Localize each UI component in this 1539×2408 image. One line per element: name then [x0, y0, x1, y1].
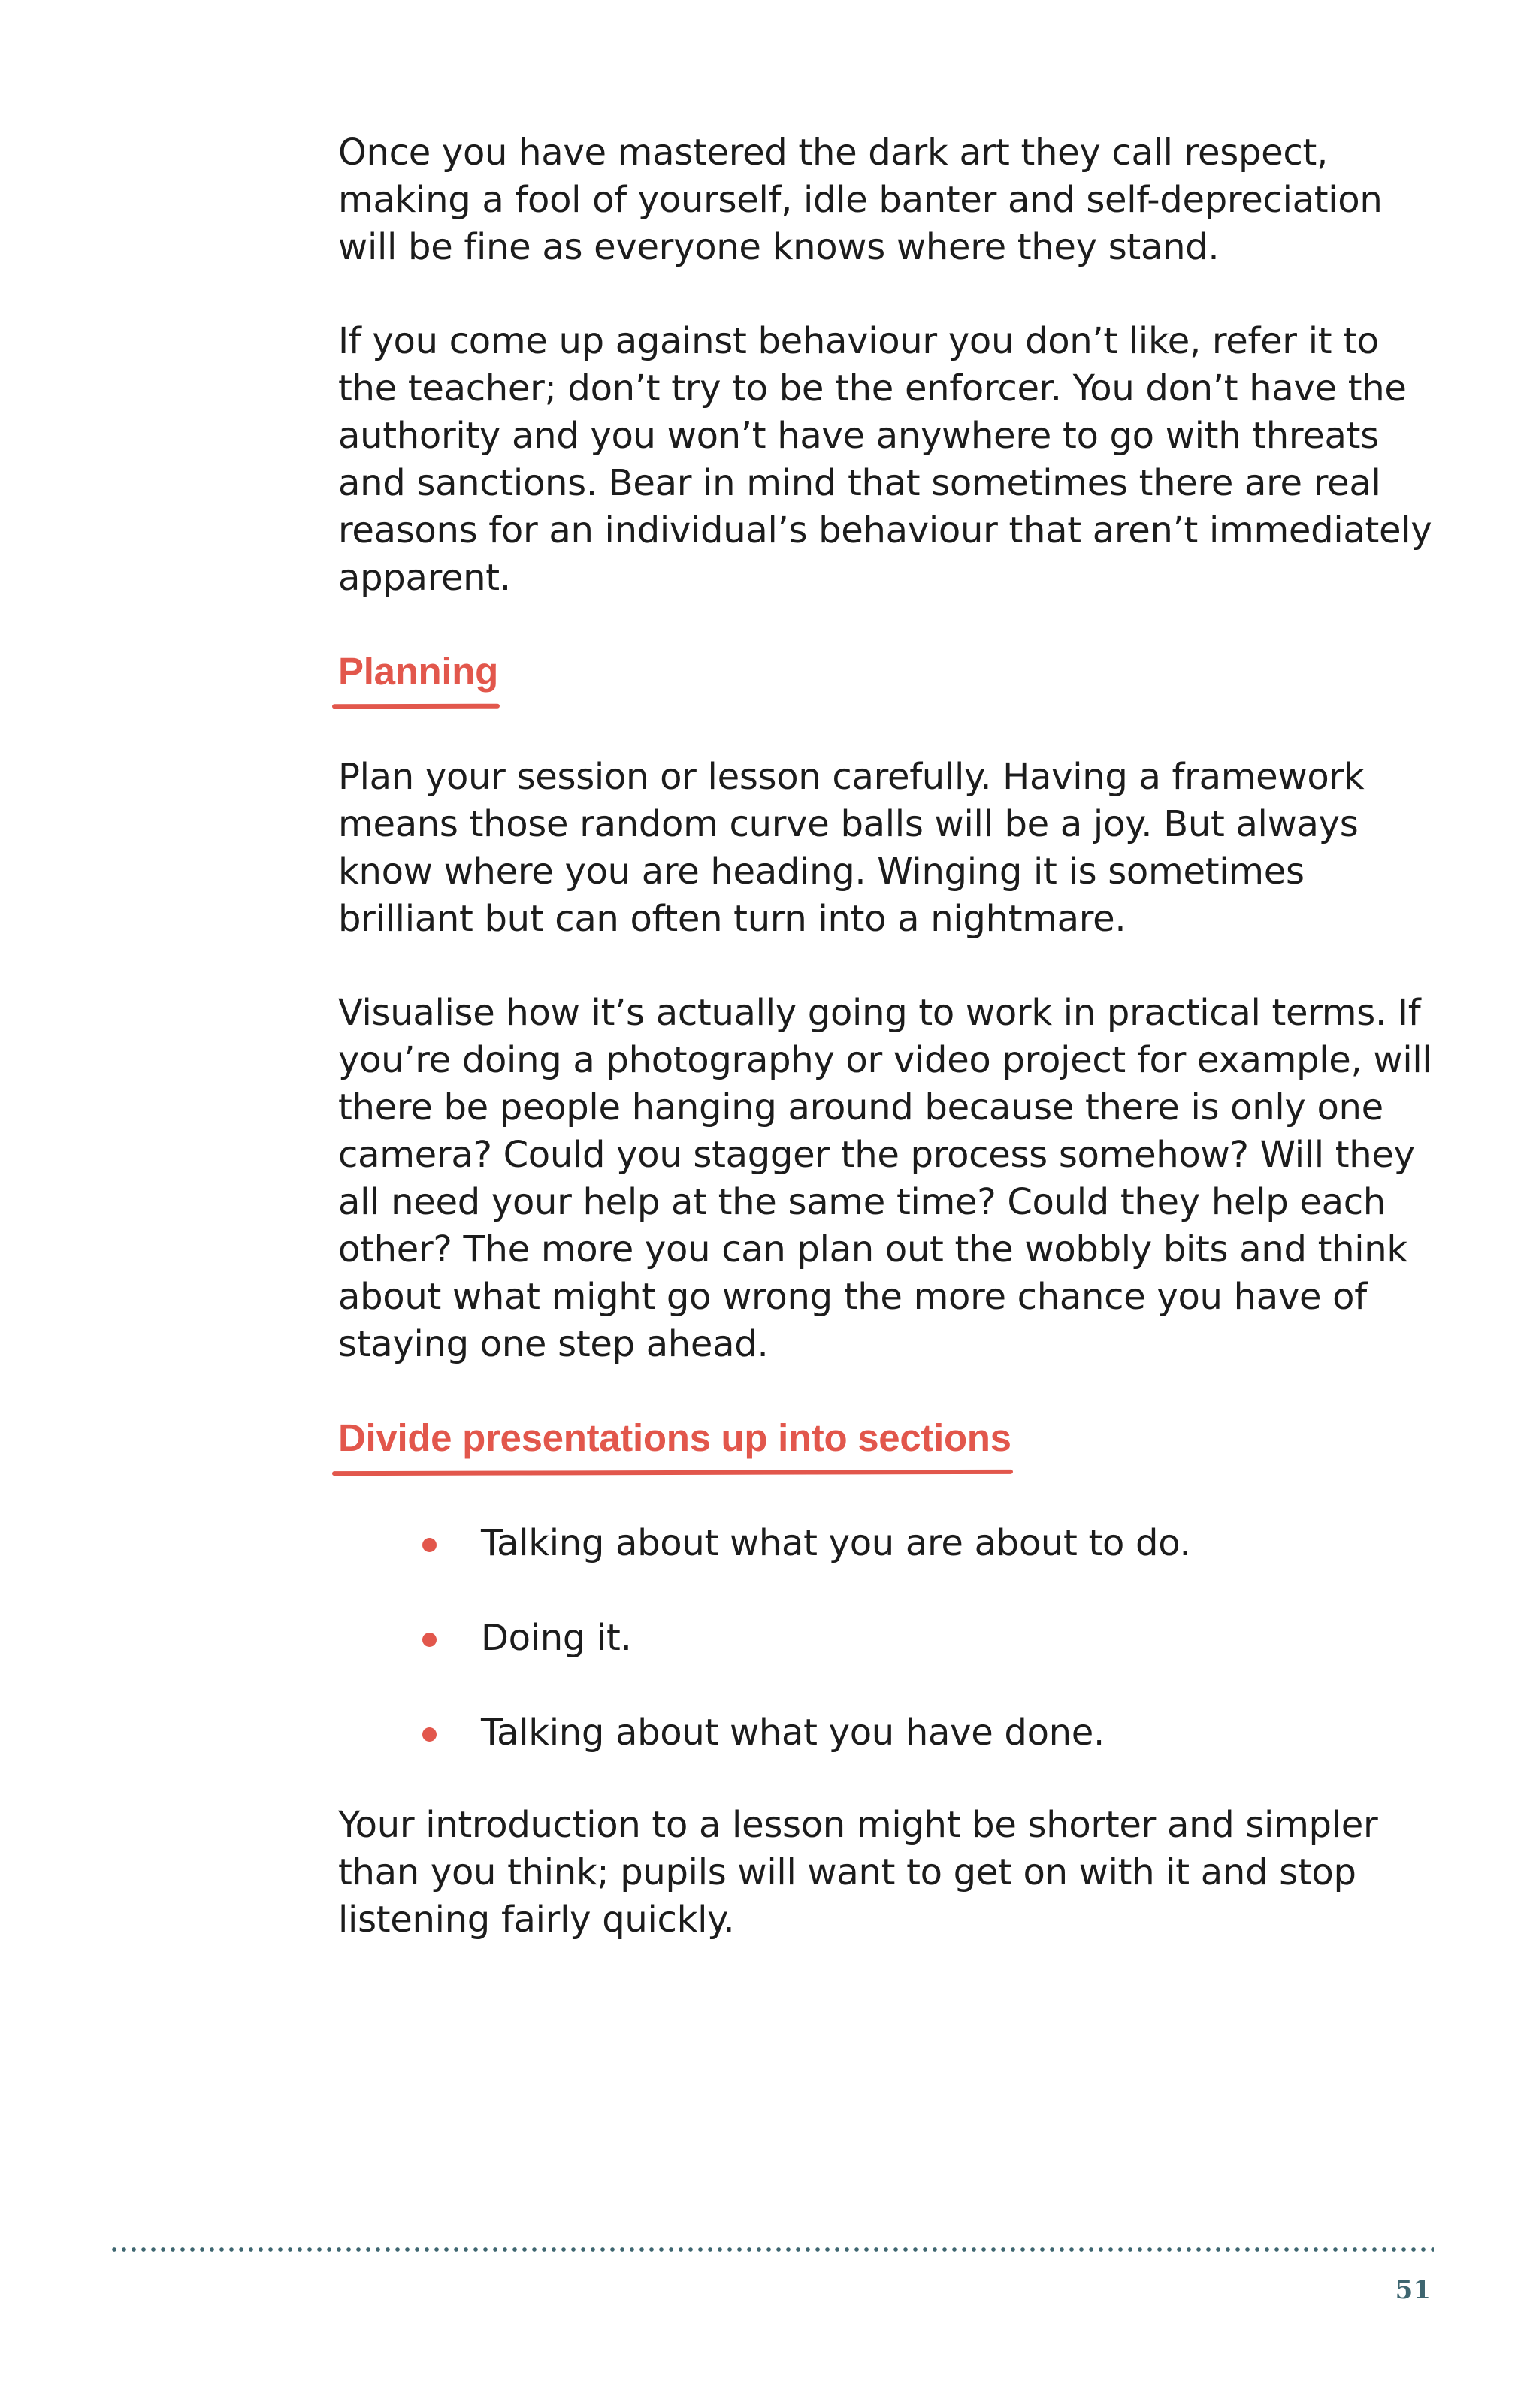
list-item-text: Talking about what you have done. [481, 1712, 1105, 1754]
paragraph-respect: Once you have mastered the dark art they call respect, making a fool of yourself, idle banter and self-depreciation will be fine as everyone knows where they stand. [338, 131, 1383, 268]
bullet-dot-icon [422, 1538, 437, 1552]
heading-planning: Planning [338, 650, 498, 693]
paragraph-introduction: Your introduction to a lesson might be shorter and simpler than you think; pupils will want to get on with it and stop listening fairly quickly. [338, 1804, 1378, 1941]
bullet-list [338, 1520, 1443, 1757]
bullet-dot-icon [422, 1633, 437, 1647]
bullet-dot-icon [422, 1727, 437, 1742]
paragraph-plan-session: Plan your session or lesson carefully. Having a framework means those random curve balls will be a joy. But always know where you are heading. Winging it is sometimes brilliant but can often turn into a nightmare. [338, 756, 1365, 940]
heading-underline [332, 704, 500, 709]
page-content [338, 129, 1443, 1990]
heading-underline [332, 1470, 1013, 1476]
list-item [338, 1615, 1443, 1662]
paragraph-visualise: Visualise how it’s actually going to work in practical terms. If you’re doing a photography or video project for example, will there be people hanging around because there is only one camera? Could you stagger the process somehow? Will they all need your help at the same time? Could they help each other? The more you can plan out the wobbly bits and think about what might go wrong the more chance you have of staying one step ahead. [338, 992, 1432, 1365]
footer-dotted-rule [111, 2246, 1434, 2252]
list-item-text: Doing it. [481, 1617, 632, 1659]
heading-divide-block [338, 1415, 1011, 1475]
page-number: 51 [1395, 2275, 1431, 2305]
heading-divide-presentations: Divide presentations up into sections [338, 1416, 1011, 1459]
paragraph-behaviour: If you come up against behaviour you don’t like, refer it to the teacher; don’t try to be the enforcer. You don’t have the authority and you won’t have anywhere to go with threats and sanctions. Bear in mind that sometimes there are real reasons for an individual’s behaviour that aren’t immediately apparent. [338, 320, 1432, 599]
list-item [338, 1709, 1443, 1757]
list-item-text: Talking about what you are about to do. [481, 1522, 1191, 1564]
list-item [338, 1520, 1443, 1567]
heading-planning-block [338, 648, 498, 709]
